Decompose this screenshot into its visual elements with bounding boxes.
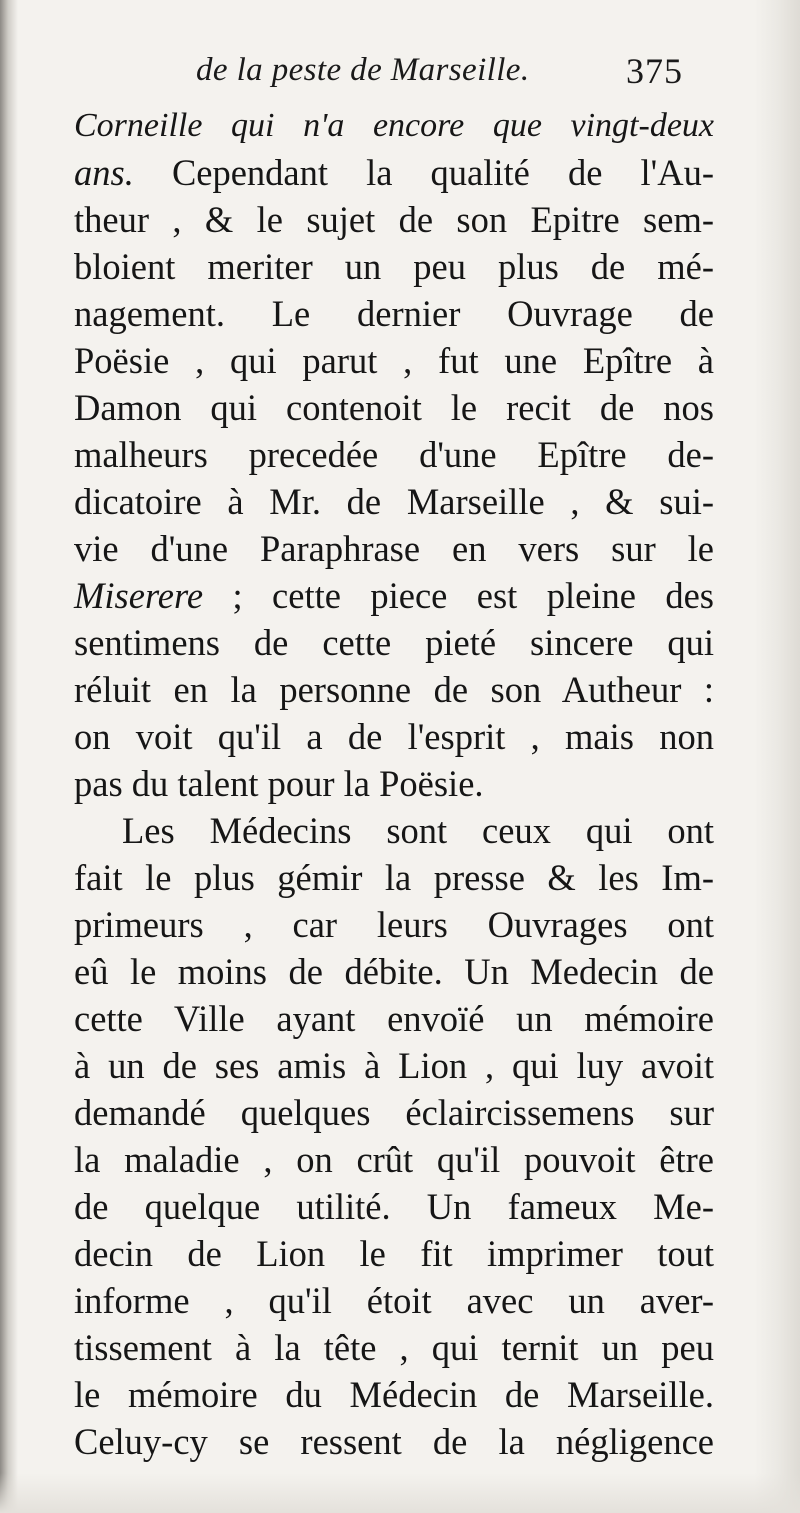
text-line-2 bbox=[74, 149, 714, 196]
roman-text: réluit en la personne de son Autheur : bbox=[74, 669, 714, 710]
roman-text: nagement. Le dernier Ouvrage de bbox=[74, 293, 714, 334]
page-bottom-shade bbox=[0, 1473, 800, 1513]
binding-shadow bbox=[0, 0, 18, 1513]
roman-text: la maladie , on crût qu'il pouvoit être bbox=[74, 1139, 714, 1180]
roman-text: Poësie , qui parut , fut une Epître à bbox=[74, 340, 714, 381]
text-line-11 bbox=[74, 572, 714, 619]
roman-text: bloient meriter un peu plus de mé- bbox=[74, 246, 714, 287]
text-line-29 bbox=[74, 1418, 714, 1465]
italic-text: ans. bbox=[74, 152, 134, 193]
roman-text: on voit qu'il a de l'esprit , mais non bbox=[74, 716, 714, 757]
text-line-6 bbox=[74, 337, 714, 384]
italic-text: Corneille qui n'a encore que vingt-deux bbox=[74, 107, 714, 144]
roman-text: sentimens de cette pieté sincere qui bbox=[74, 622, 714, 663]
text-line-19 bbox=[74, 948, 714, 995]
roman-text: pas du talent pour la Poësie. bbox=[74, 763, 484, 804]
page-edge-shadow bbox=[754, 0, 800, 1513]
text-line-24 bbox=[74, 1183, 714, 1230]
text-line-22 bbox=[74, 1089, 714, 1136]
roman-text: decin de Lion le fit imprimer tout bbox=[74, 1233, 714, 1274]
text-line-25 bbox=[74, 1230, 714, 1277]
page-number: 375 bbox=[626, 51, 683, 91]
text-line-16 bbox=[74, 807, 714, 854]
text-line-17 bbox=[74, 854, 714, 901]
roman-text: à un de ses amis à Lion , qui luy avoit bbox=[74, 1045, 714, 1086]
roman-text: ; cette piece est pleine des bbox=[203, 575, 714, 616]
roman-text: Cependant la qualité de l'Au- bbox=[133, 152, 714, 193]
text-line-27 bbox=[74, 1324, 714, 1371]
roman-text: vie d'une Paraphrase en vers sur le bbox=[74, 528, 714, 569]
text-line-7 bbox=[74, 384, 714, 431]
roman-text: de quelque utilité. Un fameux Me- bbox=[74, 1186, 714, 1227]
roman-text: Les Médecins sont ceux qui ont bbox=[122, 810, 714, 851]
text-line-10 bbox=[74, 525, 714, 572]
roman-text: dicatoire à Mr. de Marseille , & sui- bbox=[74, 481, 714, 522]
roman-text: primeurs , car leurs Ouvrages ont bbox=[74, 904, 714, 945]
text-line-20 bbox=[74, 995, 714, 1042]
roman-text: tissement à la tête , qui ternit un peu bbox=[74, 1327, 714, 1368]
roman-text: informe , qu'il étoit avec un aver- bbox=[74, 1280, 714, 1321]
text-line-1 bbox=[74, 102, 714, 149]
text-line-4 bbox=[74, 243, 714, 290]
text-line-3 bbox=[74, 196, 714, 243]
roman-text: fait le plus gémir la presse & les Im- bbox=[74, 857, 714, 898]
text-line-13 bbox=[74, 666, 714, 713]
roman-text: cette Ville ayant envoïé un mémoire bbox=[74, 998, 714, 1039]
roman-text: le mémoire du Médecin de Marseille. bbox=[74, 1374, 714, 1415]
roman-text: malheurs precedée d'une Epître de- bbox=[74, 434, 714, 475]
roman-text: demandé quelques éclaircissemens sur bbox=[74, 1092, 714, 1133]
running-head bbox=[196, 52, 756, 98]
text-line-15 bbox=[74, 760, 714, 807]
text-line-26 bbox=[74, 1277, 714, 1324]
text-line-14 bbox=[74, 713, 714, 760]
roman-text: eû le moins de débite. Un Medecin de bbox=[74, 951, 714, 992]
text-line-18 bbox=[74, 901, 714, 948]
text-line-5 bbox=[74, 290, 714, 337]
roman-text: theur , & le sujet de son Epitre sem- bbox=[74, 199, 714, 240]
italic-text: Miserere bbox=[74, 575, 204, 616]
text-line-9 bbox=[74, 478, 714, 525]
running-title: de la peste de Marseille. bbox=[196, 52, 530, 88]
text-line-8 bbox=[74, 431, 714, 478]
roman-text: Damon qui contenoit le recit de nos bbox=[74, 387, 714, 428]
text-line-12 bbox=[74, 619, 714, 666]
roman-text: Celuy-cy se ressent de la négligence bbox=[74, 1421, 714, 1462]
text-line-28 bbox=[74, 1371, 714, 1418]
text-line-23 bbox=[74, 1136, 714, 1183]
text-line-21 bbox=[74, 1042, 714, 1089]
body-text bbox=[74, 102, 714, 1465]
